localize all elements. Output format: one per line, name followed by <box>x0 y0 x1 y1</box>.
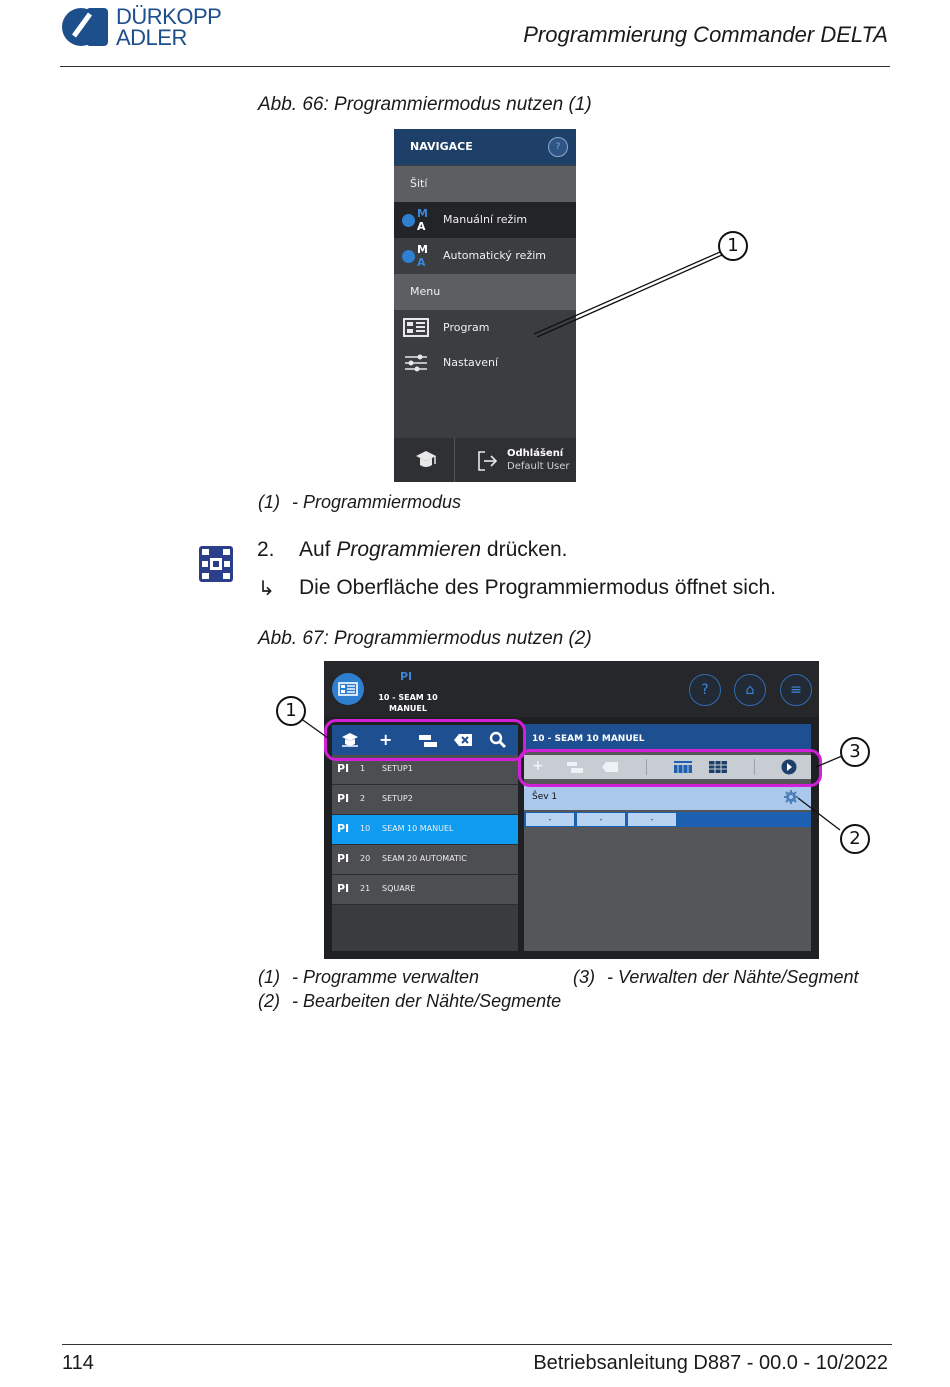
nav-item-automatic-label: Automatický režim <box>443 249 546 262</box>
programming-screenshot <box>324 661 819 959</box>
program-pi-icon: PI <box>337 852 350 865</box>
manual-mode-icon <box>402 207 432 233</box>
company-logo <box>60 6 230 50</box>
program-name: SETUP1 <box>382 764 413 773</box>
logout-label: Odhlášení <box>507 448 564 459</box>
nav-section-sewing-label: Šití <box>410 177 428 190</box>
program-name: SEAM 20 AUTOMATIC <box>382 854 467 863</box>
callout-2: 2 <box>840 824 870 854</box>
program-number: 1 <box>360 764 366 773</box>
document-reference: Betriebsanleitung D887 - 00.0 - 10/2022 <box>533 1352 888 1374</box>
seam-panel-header <box>524 724 811 752</box>
step-text-emphasis: Programmieren <box>336 538 482 561</box>
header-divider <box>60 66 890 67</box>
add-icon: + <box>379 730 393 749</box>
seam-panel-title: 10 - SEAM 10 MANUEL <box>532 734 645 744</box>
help-icon: ? <box>548 137 568 157</box>
program-row <box>332 845 518 875</box>
logout-icon <box>476 450 498 472</box>
programming-key-icon <box>199 546 233 582</box>
callout-leader-line <box>530 250 730 340</box>
nav-header-label: NAVIGACE <box>410 140 473 153</box>
page-number: 114 <box>62 1352 94 1374</box>
nav-item-program-label: Program <box>443 321 490 334</box>
nav-footer <box>394 438 576 482</box>
home-icon: ⌂ <box>734 674 766 706</box>
highlight-program-toolbar <box>324 719 526 761</box>
program-number: 10 <box>360 824 371 833</box>
legend-number: (1) <box>258 492 280 512</box>
program-row <box>332 875 518 905</box>
figure-67-legend-1 <box>258 967 479 988</box>
nav-section-sewing <box>394 166 576 202</box>
nav-item-settings <box>394 345 576 381</box>
brand-line-2: ADLER <box>116 25 187 50</box>
figure-66-legend-1 <box>258 492 461 513</box>
figure-67-legend-3 <box>573 967 858 988</box>
step-number: 2. <box>257 538 275 561</box>
callout-1: 1 <box>718 231 748 261</box>
footer-divider <box>62 1344 892 1345</box>
segment-2: - <box>577 813 625 826</box>
program-name: SEAM 10 MANUEL <box>382 824 454 833</box>
callout-2-leader <box>796 794 846 834</box>
segment-3: - <box>628 813 676 826</box>
page-header-title: Programmierung Commander DELTA <box>523 22 888 47</box>
graduation-cap-icon <box>414 449 438 471</box>
program-number: 20 <box>360 854 371 863</box>
program-number: 21 <box>360 884 371 893</box>
ma-m-letter: M <box>417 207 428 220</box>
seam-label: Šev 1 <box>532 792 558 802</box>
callout-1: 1 <box>276 696 306 726</box>
program-pi-icon: PI <box>337 762 350 775</box>
step-result: Die Oberfläche des Programmiermodus öffnet sich. <box>299 576 776 599</box>
legend-number: (3) <box>573 967 595 987</box>
step-instruction <box>299 538 567 562</box>
program-pi-icon: PI <box>337 822 350 835</box>
ma-a-letter: A <box>417 220 426 233</box>
step-text-before: Auf <box>299 538 337 561</box>
program-name: SETUP2 <box>382 794 413 803</box>
figure-67-legend-2 <box>258 991 561 1012</box>
callout-3: 3 <box>840 737 870 767</box>
title-line-2: MANUEL <box>389 704 427 713</box>
ma-a-letter: A <box>417 256 426 269</box>
title-line-1: 10 - SEAM 10 <box>378 693 438 702</box>
legend-text: - Bearbeiten der Nähte/Segmente <box>292 991 562 1011</box>
legend-number: (1) <box>258 967 280 987</box>
logo-text <box>116 6 221 48</box>
add-seam-icon: + <box>532 758 544 774</box>
program-name: SQUARE <box>382 884 416 893</box>
legend-number: (2) <box>258 991 280 1011</box>
program-pi-icon: PI <box>337 792 350 805</box>
legend-text: - Programme verwalten <box>292 967 480 987</box>
logout-user: Default User <box>507 461 570 472</box>
current-program-title <box>378 692 438 714</box>
menu-icon: ≡ <box>780 674 812 706</box>
settings-sliders-icon <box>404 354 428 372</box>
figure-67-caption: Abb. 67: Programmiermodus nutzen (2) <box>258 628 592 649</box>
program-list-icon <box>403 318 429 337</box>
brand-line-1: DÜRKOPP <box>116 4 222 29</box>
legend-text: - Programmiermodus <box>292 492 462 512</box>
nav-item-manual-label: Manuální režim <box>443 213 528 226</box>
program-row <box>332 785 518 815</box>
legend-text: - Verwalten der Nähte/Segment <box>607 967 859 987</box>
nav-section-menu-label: Menu <box>410 285 441 298</box>
program-pi-icon: PI <box>337 882 350 895</box>
figure-66-caption: Abb. 66: Programmiermodus nutzen (1) <box>258 94 592 115</box>
result-arrow-icon: ↳ <box>258 578 275 600</box>
program-pi-icon: PI <box>400 670 413 683</box>
help-icon: ? <box>689 674 721 706</box>
program-number: 2 <box>360 794 366 803</box>
segment-1: - <box>526 813 574 826</box>
program-mode-icon <box>332 673 364 705</box>
step-text-after: drücken. <box>481 538 568 561</box>
highlight-seam-toolbar <box>518 749 822 787</box>
seam-row <box>524 784 811 810</box>
segment-strip <box>524 812 811 827</box>
program-topbar <box>324 661 819 717</box>
nav-item-manual <box>394 202 576 238</box>
logo-mark-icon <box>60 6 114 48</box>
nav-item-settings-label: Nastavení <box>443 356 499 369</box>
program-row-selected <box>332 815 518 845</box>
ma-m-letter: M <box>417 243 428 256</box>
nav-header <box>394 129 576 165</box>
callout-3-leader <box>814 754 844 770</box>
automatic-mode-icon <box>402 243 432 269</box>
